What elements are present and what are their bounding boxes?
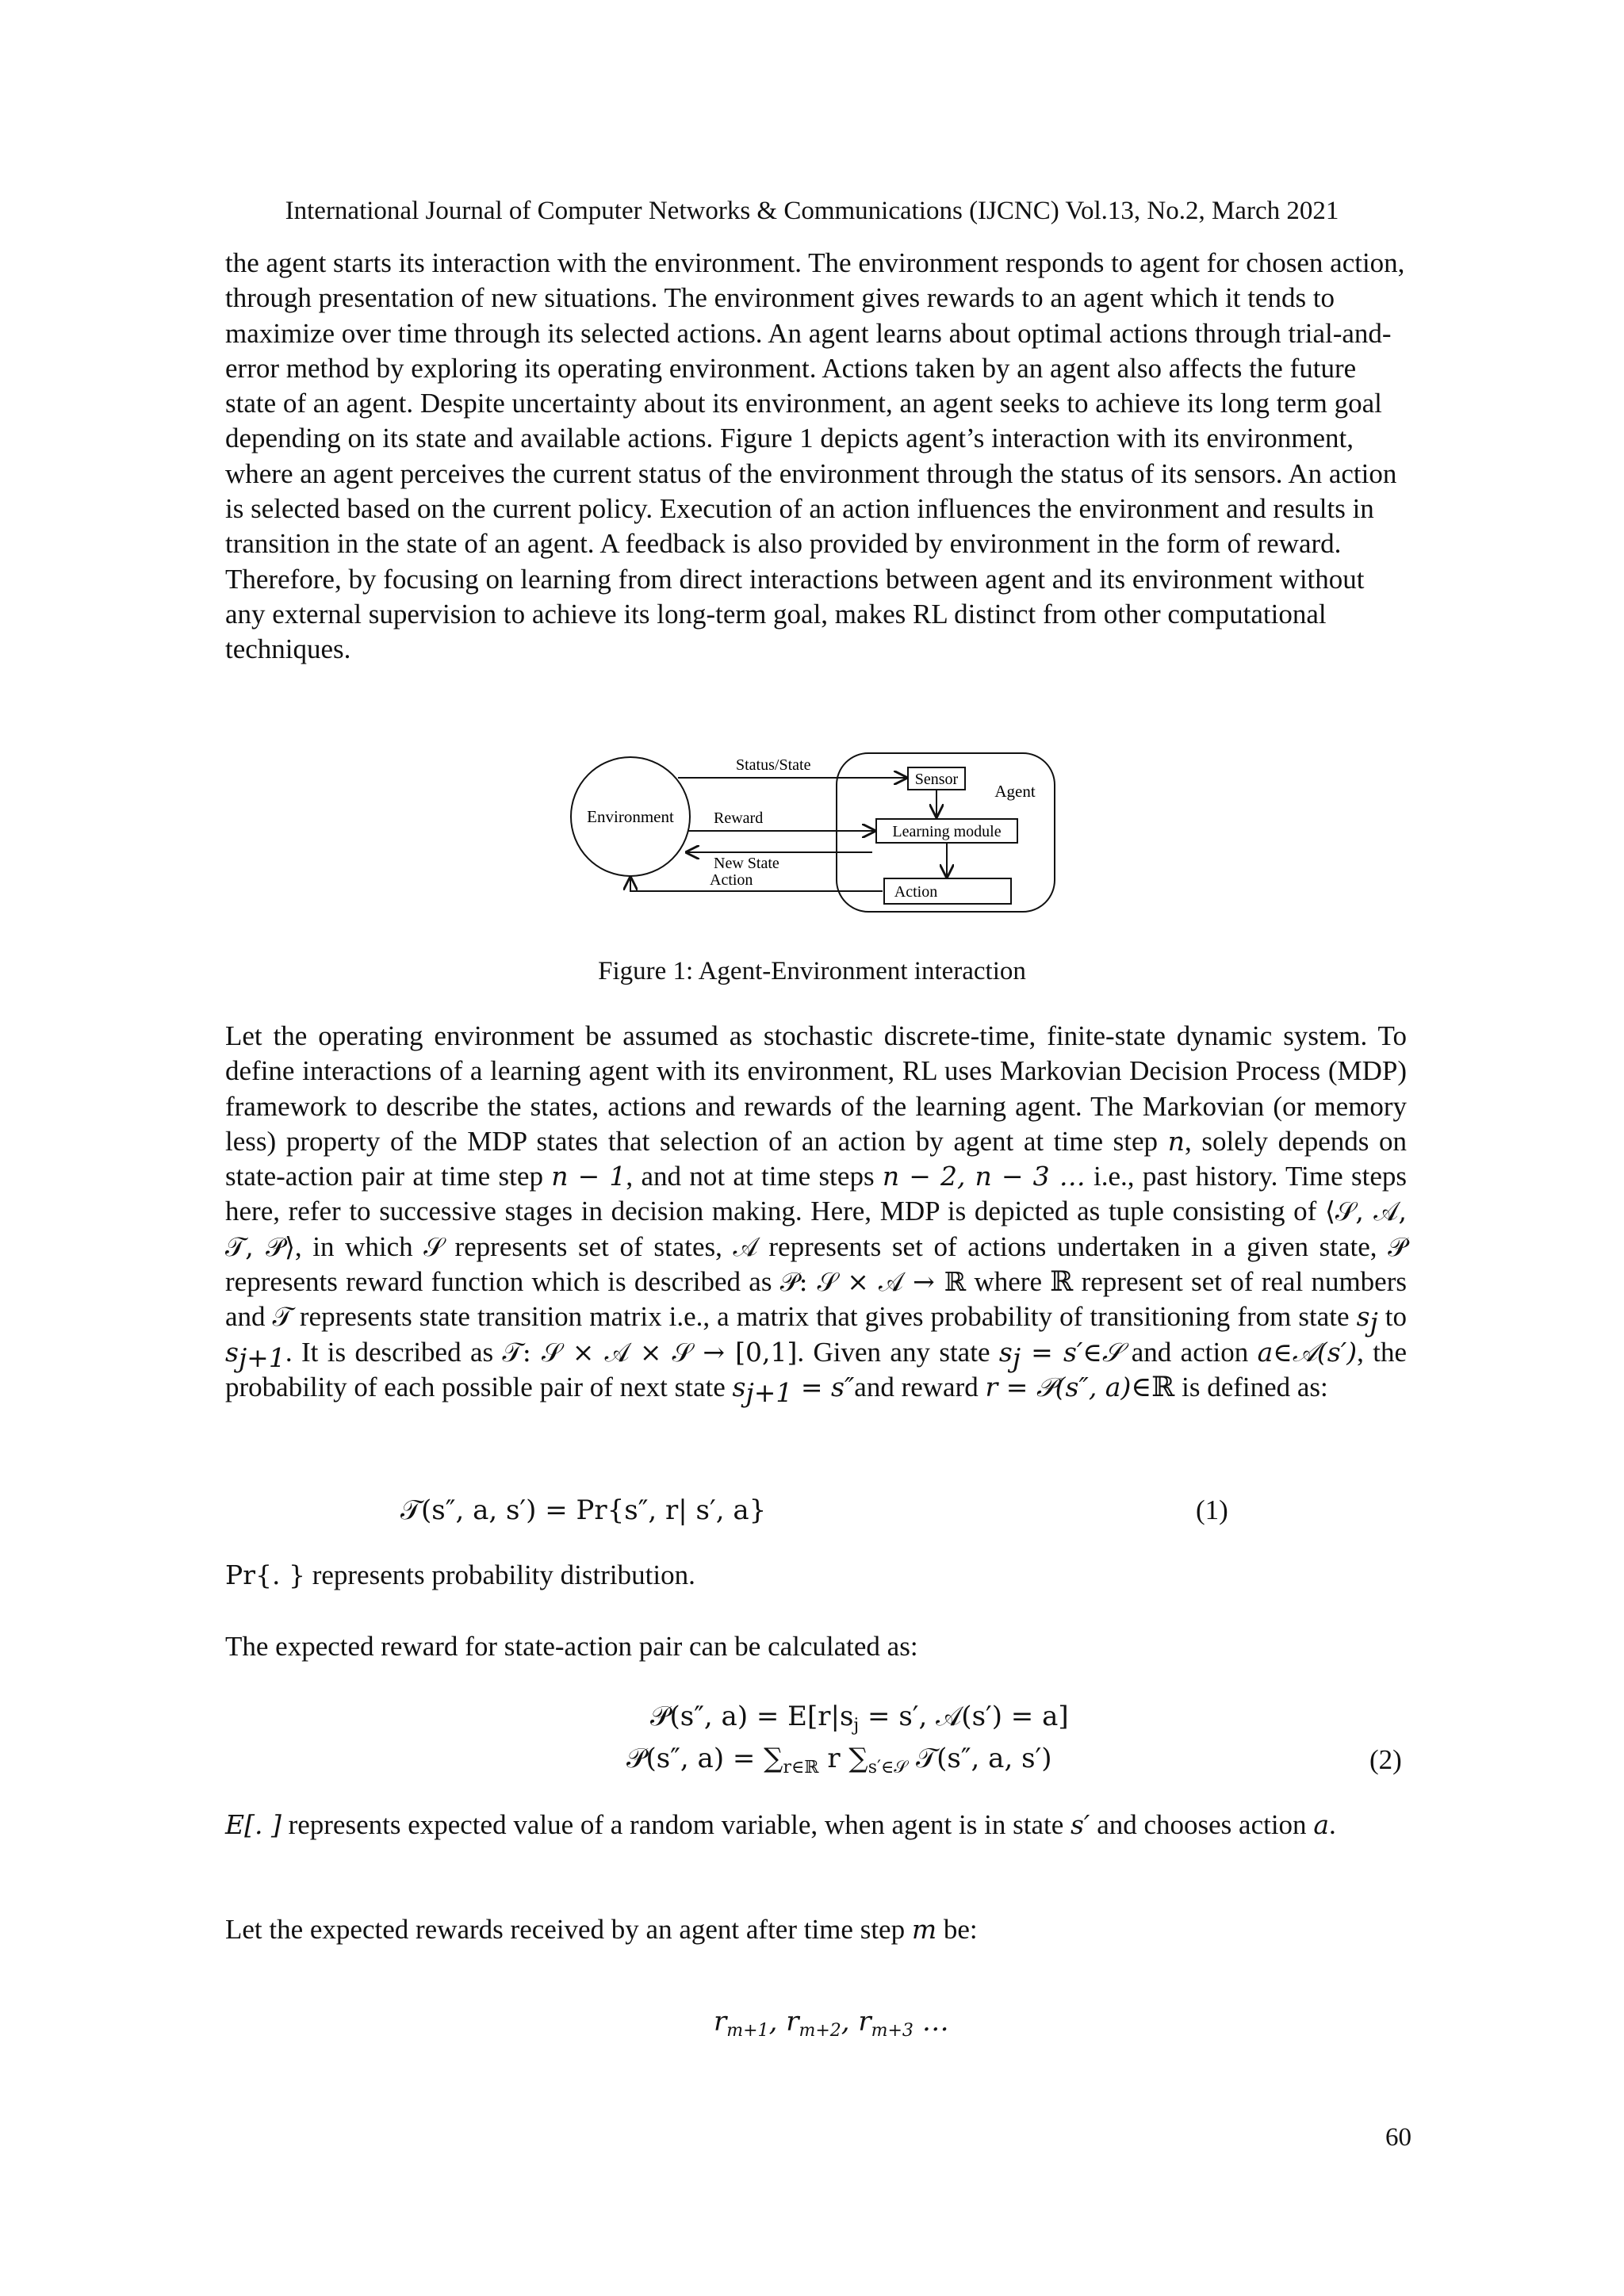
page-number: 60 bbox=[1385, 2123, 1411, 2152]
equation-1: 𝒯(s″, a, s′) = Pr{s″, r| s′, a} bbox=[400, 1494, 767, 1526]
equation-2a: 𝒫(s″, $a) = E[r|s_j = s'$, 𝒜(s′) = a] bbox=[650, 1701, 1069, 1735]
body-paragraph: The expected reward for state-action pair can be calculated as: bbox=[225, 1631, 918, 1662]
environment-label: Environment bbox=[587, 807, 674, 826]
equation-3: $r_{m+1}$, $r_{m+2}$, $r_{m+3}$ … bbox=[714, 2006, 949, 2041]
reward-label: Reward bbox=[714, 809, 764, 827]
body-paragraph: Let the operating environment be assumed as stochastic discrete-time, finite-state dynamic system. To define interactions of a learning agent with its environment, RL uses Markovian Decision Process (MDP) framework to describe the states, actions and rewards of the learning agent. The Markovian (or memory less) property of the MDP states that selection of an action by agent at time step n, solely depends on state-action pair at time step n − 1, and not at time steps n − 2, n − 3 … i.e., past history. Time steps here, refer to successive stages in decision making. Here, MDP is depicted as tuple consisting of ⟨𝒮, 𝒜, 𝒯, 𝒫⟩, in which 𝒮 represents set of states, 𝒜 represents set of actions undertaken in a given state, 𝒫 represents reward function which is described as 𝒫: 𝒮 × 𝒜 → ℝ where ℝ represent set of real numbers and 𝒯 represents state transition matrix i.e., a matrix that gives probability of transitioning from state $s_j$ to $s_{j+1}$. It is described as 𝒯: 𝒮 × 𝒜 × 𝒮 → [0,1]. Given any state $s_j$ = s′∈𝒮 and action a∈𝒜(s′), the probability of each possible pair of next state $s_{j+1} = s''and$ reward r = 𝒫(s″, a)∈ℝ is defined as: bbox=[225, 1020, 1408, 1408]
body-paragraph: E[. ] represents expected value of a random variable, when agent is in state s′ and chooses action a. bbox=[225, 1809, 1336, 1840]
action-arrow bbox=[630, 878, 883, 891]
agent-label: Agent bbox=[994, 782, 1036, 801]
equation-1-number: (1) bbox=[1196, 1494, 1228, 1525]
learning-module-label: Learning module bbox=[892, 823, 1002, 840]
equation-2-number: (2) bbox=[1369, 1744, 1402, 1775]
sensor-label: Sensor bbox=[914, 771, 959, 788]
body-paragraph: the agent starts its interaction with the environment. The environment responds to agent for chosen action, through presentation of new situations. The environment gives rewards to an agent which it tends to maximize over time through its selected actions. An agent learns about optimal actions through trial-and-error method by exploring its operating environment. Actions taken by an agent also affects the future state of an agent. Despite uncertainty about its environment, an agent seeks to achieve its long term goal depending on its state and available actions. Figure 1 depicts agent’s interaction with its environment, where an agent perceives the current status of the environment through the status of its sensors. An action is selected based on the current policy. Execution of an action influences the environment and results in transition in the state of an agent. A feedback is also provided by environment in the form of reward. Therefore, by focusing on learning from direct interactions between agent and its environment without any external supervision to achieve its long-term goal, makes RL distinct from other computational techniques. bbox=[225, 247, 1405, 665]
agent-environment-figure bbox=[563, 741, 1071, 932]
status-state-label: Status/State bbox=[736, 756, 811, 774]
action-arrow-label: Action bbox=[710, 871, 753, 889]
action-box-label: Action bbox=[894, 883, 938, 901]
body-paragraph: Pr{. } represents probability distribution. bbox=[225, 1559, 695, 1590]
body-paragraph: Let the expected rewards received by an agent after time step m be: bbox=[225, 1914, 978, 1945]
new-state-label: New State bbox=[714, 855, 779, 872]
agent-environment-diagram bbox=[563, 741, 1071, 932]
figure-caption: Figure 1: Agent-Environment interaction bbox=[598, 957, 1026, 985]
equation-2b: 𝒫(s″, $a) = \sum_{r\in ℝ}$ r $\sum_{s'\in 𝒮}$ 𝒯(s″, a, s′) bbox=[626, 1743, 1052, 1777]
running-header: International Journal of Computer Networks & Communications (IJCNC) Vol.13, No.2, March 2021 bbox=[285, 197, 1339, 225]
